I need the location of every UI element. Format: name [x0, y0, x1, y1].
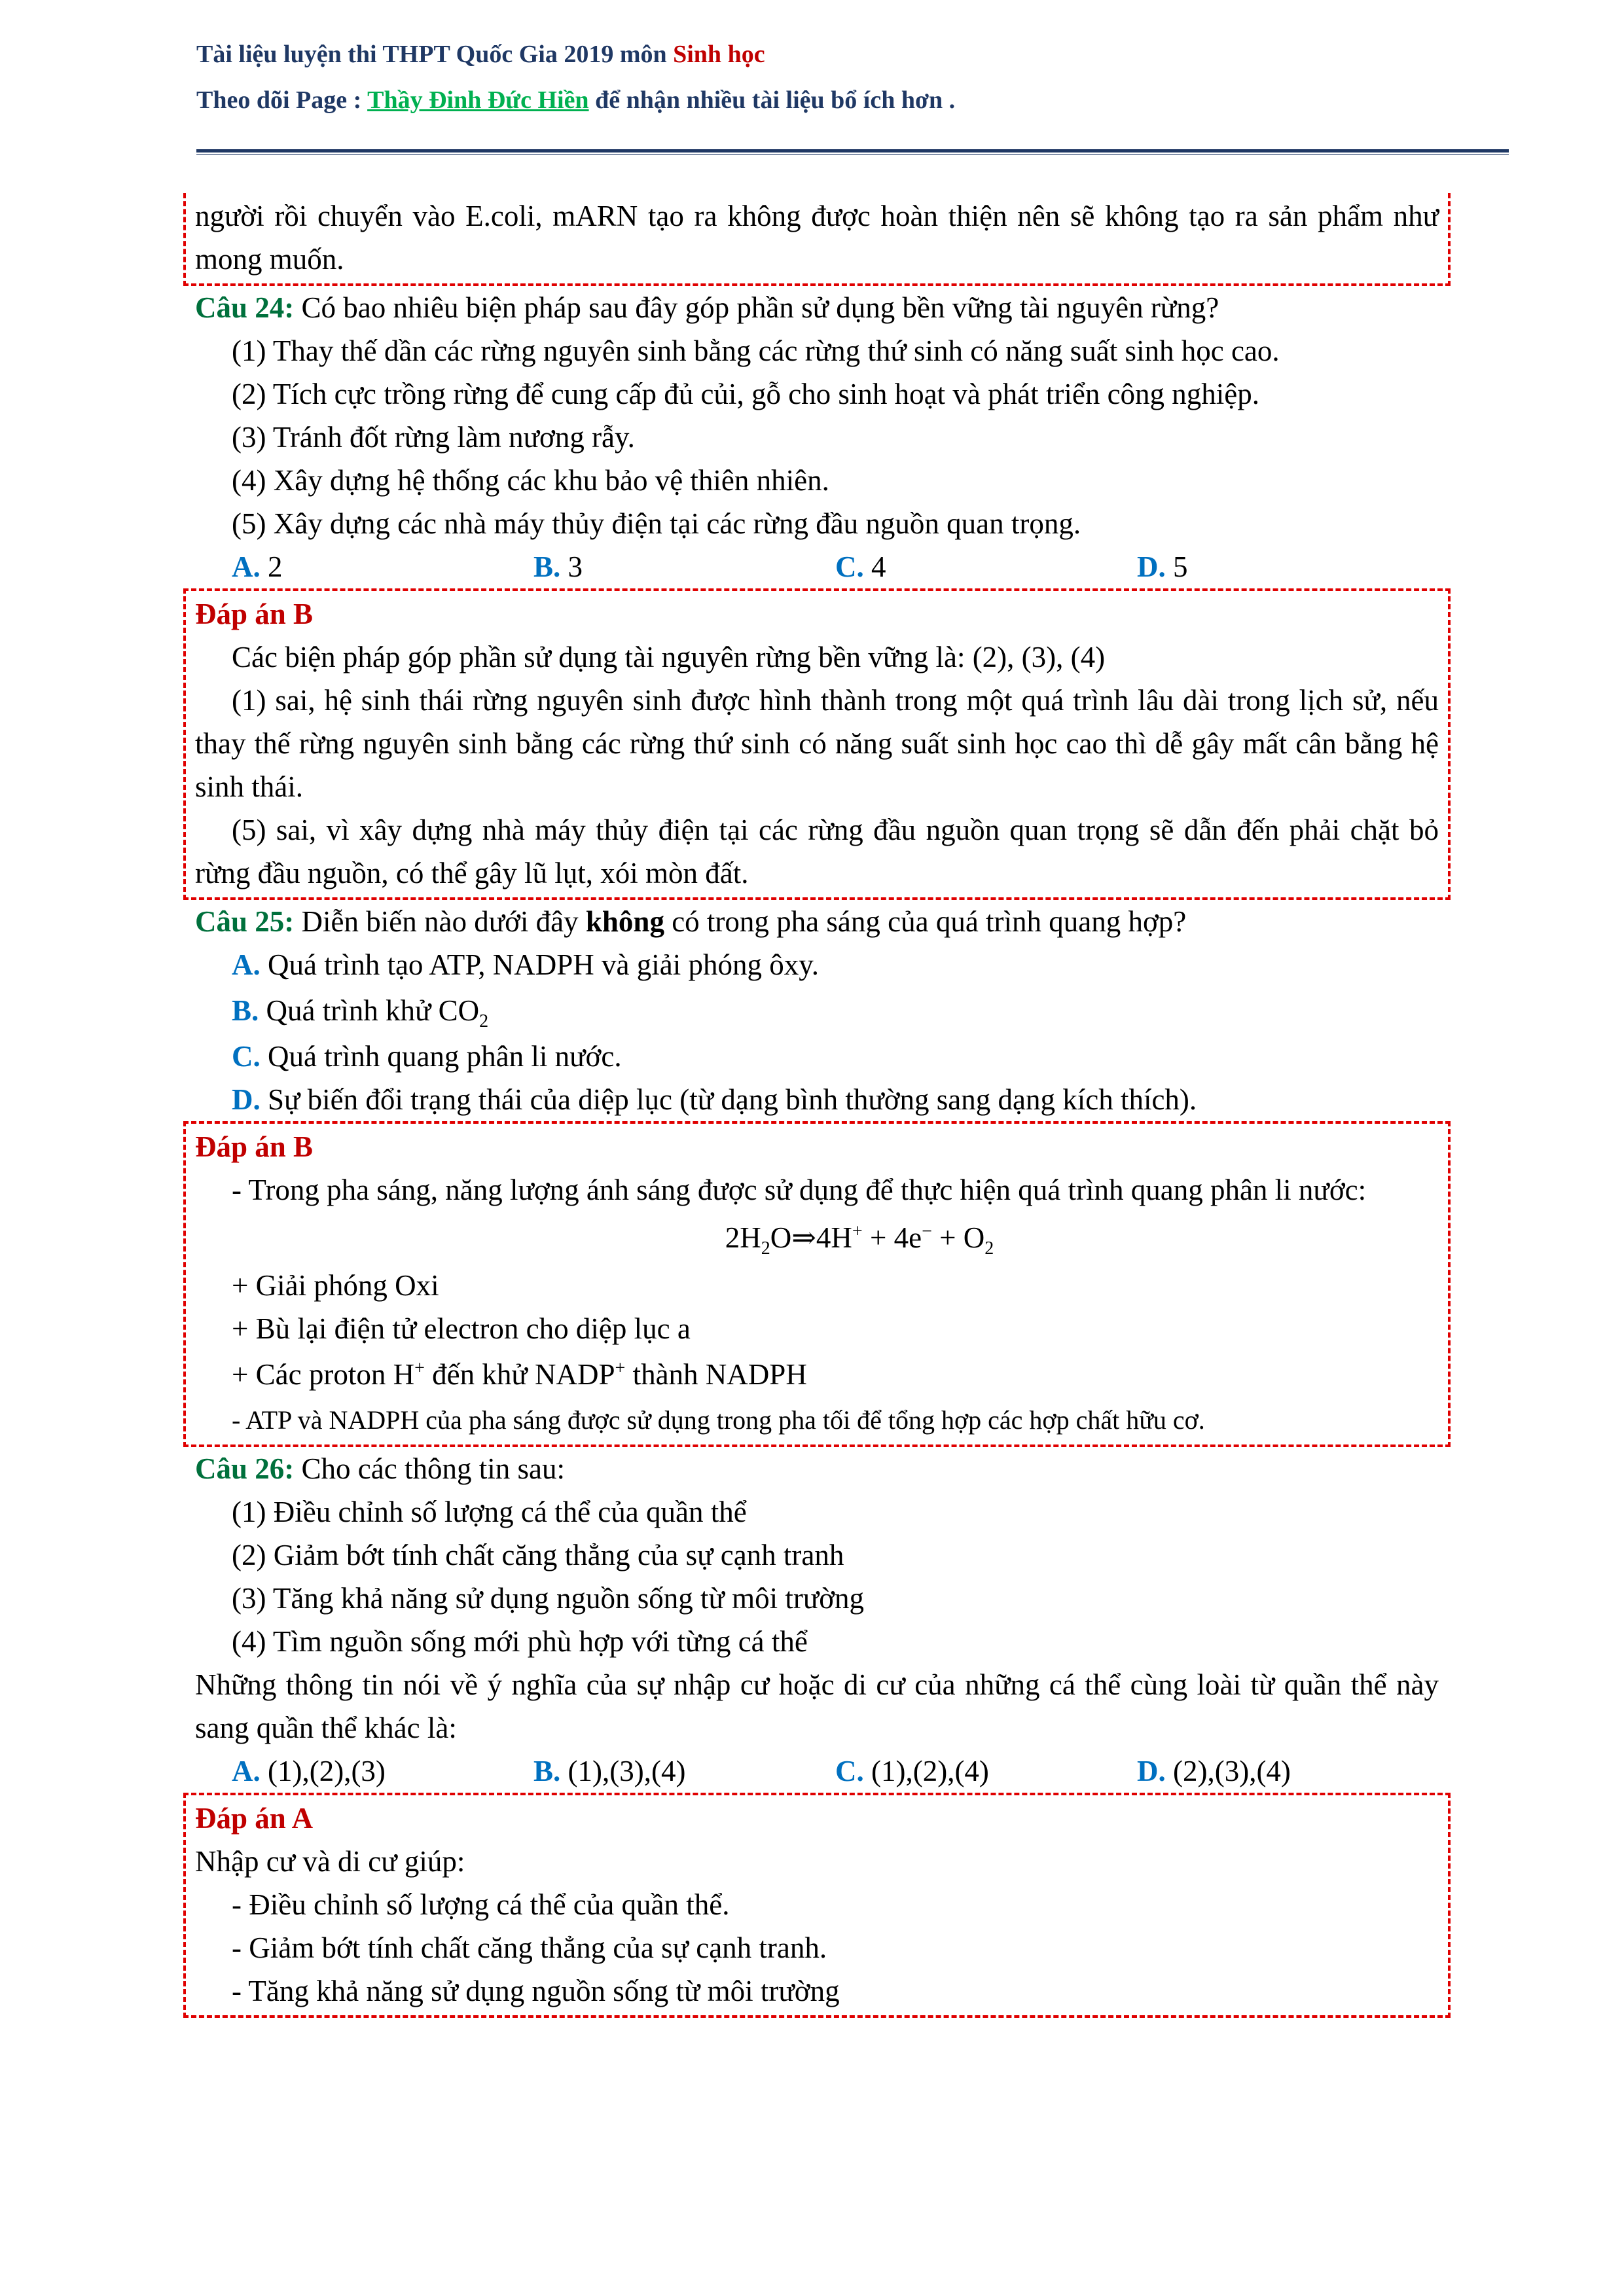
answer-intro: Nhập cư và di cư giúp:	[195, 1845, 465, 1878]
answer-line: - Tăng khả năng sử dụng nguồn sống từ môi trường	[232, 1975, 840, 2007]
list-item: (4) Tìm nguồn sống mới phù hợp với từng cá thể	[232, 1625, 808, 1658]
header-subject: Sinh học	[673, 41, 765, 68]
prev-answer-text: người rồi chuyển vào E.coli, mARN tạo ra không được hoàn thiện nên sẽ không tạo ra sản phẩm như mong muốn.	[195, 200, 1439, 276]
answer-box-25	[183, 1121, 1451, 1447]
option-a: A. (1),(2),(3)	[232, 1755, 386, 1787]
prev-answer-box	[183, 193, 1451, 286]
option-b: B. 3	[533, 550, 583, 583]
header-subtitle: Theo dõi Page : Thầy Đinh Đức Hiền để nhận nhiều tài liệu bổ ích hơn .	[196, 86, 956, 114]
option-d: D. 5	[1137, 550, 1188, 583]
option-a: A. 2	[232, 550, 283, 583]
question-26-stem: Câu 26: Cho các thông tin sau:	[195, 1452, 565, 1485]
answer-point: + Giải phóng Oxi	[232, 1269, 439, 1302]
question-24-stem: Câu 24: Có bao nhiêu biện pháp sau đây góp phần sử dụng bền vững tài nguyên rừng?	[195, 291, 1219, 324]
answer-point: + Các proton H+ đến khử NADP+ thành NADPH	[232, 1358, 807, 1391]
answer-box-24	[183, 588, 1451, 900]
list-item: (1) Thay thế dần các rừng nguyên sinh bằng các rừng thứ sinh có năng suất sinh học cao.	[232, 334, 1280, 367]
answer-line: - Giảm bớt tính chất căng thẳng của sự cạnh tranh.	[232, 1931, 827, 1964]
list-item: (3) Tránh đốt rừng làm nương rẫy.	[232, 421, 635, 454]
header-divider-thin	[196, 154, 1509, 155]
list-item: (3) Tăng khả năng sử dụng nguồn sống từ môi trường	[232, 1582, 865, 1615]
option-c: C. Quá trình quang phân li nước.	[232, 1040, 622, 1073]
answer-point: + Bù lại điện tử electron cho diệp lục a	[232, 1312, 691, 1345]
answer-title: Đáp án B	[195, 1130, 314, 1163]
option-d: D. Sự biến đổi trạng thái của diệp lục (từ dạng bình thường sang dạng kích thích).	[232, 1083, 1197, 1116]
answer-point: - ATP và NADPH của pha sáng được sử dụng trong pha tối để tổng hợp các hợp chất hữu cơ.	[232, 1405, 1205, 1435]
answer-line: - Điều chỉnh số lượng cá thể của quần thể.	[232, 1888, 730, 1921]
equation: $2H_2O\Rightarrow 4H^+ + 4e^- + O_2$	[725, 1221, 994, 1259]
page-header	[196, 33, 1499, 119]
answer-options	[195, 545, 1439, 588]
answer-line: (1) sai, hệ sinh thái rừng nguyên sinh được hình thành trong một quá trình lâu dài trong lịch sử, nếu thay thế rừng nguyên sinh bằng các rừng thứ sinh có năng suất sinh học cao thì dễ gây mất cân bằng hệ sinh thái.	[195, 684, 1439, 803]
option-b: B. (1),(3),(4)	[533, 1755, 686, 1787]
list-item: (5) Xây dựng các nhà máy thủy điện tại các rừng đầu nguồn quan trọng.	[232, 507, 1081, 540]
list-item: (4) Xây dựng hệ thống các khu bảo vệ thiên nhiên.	[232, 464, 829, 497]
question-label: Câu 26:	[195, 1452, 295, 1485]
answer-options	[195, 1749, 1439, 1793]
answer-title: Đáp án B	[195, 598, 314, 630]
question-label: Câu 24:	[195, 291, 295, 324]
header-divider	[196, 149, 1509, 152]
question-24	[195, 286, 1439, 588]
question-label: Câu 25:	[195, 905, 295, 938]
question-25	[195, 900, 1439, 1121]
question-26	[195, 1447, 1439, 1793]
option-b: B. Quá trình khử $CO_2$	[232, 994, 489, 1031]
answer-title: Đáp án A	[195, 1802, 314, 1835]
question-25-stem: Câu 25: Diễn biến nào dưới đây không có trong pha sáng của quá trình quang hợp?	[195, 905, 1187, 938]
answer-box-26	[183, 1793, 1451, 2018]
document-body	[195, 193, 1439, 2018]
option-d: D. (2),(3),(4)	[1137, 1755, 1291, 1787]
list-item: (1) Điều chỉnh số lượng cá thể của quần thể	[232, 1496, 747, 1528]
header-title: Tài liệu luyện thi THPT Quốc Gia 2019 môn Sinh học	[196, 41, 765, 68]
page-link[interactable]: Thầy Đinh Đức Hiền	[367, 86, 589, 114]
option-c: C. 4	[835, 550, 886, 583]
list-item: (2) Giảm bớt tính chất căng thẳng của sự cạnh tranh	[232, 1539, 844, 1571]
question-26-prompt: Những thông tin nói về ý nghĩa của sự nhập cư hoặc di cư của những cá thể cùng loài từ quần thể này sang quần thể khác là:	[195, 1668, 1439, 1744]
answer-line: Các biện pháp góp phần sử dụng tài nguyên rừng bền vững là: (2), (3), (4)	[232, 641, 1106, 673]
option-c: C. (1),(2),(4)	[835, 1755, 989, 1787]
answer-intro: - Trong pha sáng, năng lượng ánh sáng được sử dụng để thực hiện quá trình quang phân li nước:	[232, 1174, 1367, 1206]
list-item: (2) Tích cực trồng rừng để cung cấp đủ củi, gỗ cho sinh hoạt và phát triển công nghiệp.	[232, 378, 1260, 410]
answer-line: (5) sai, vì xây dựng nhà máy thủy điện tại các rừng đầu nguồn quan trọng sẽ dẫn đến phải chặt bỏ rừng đầu nguồn, có thể gây lũ lụt, xói mòn đất.	[195, 814, 1439, 889]
option-a: A. Quá trình tạo ATP, NADPH và giải phóng ôxy.	[232, 948, 820, 981]
